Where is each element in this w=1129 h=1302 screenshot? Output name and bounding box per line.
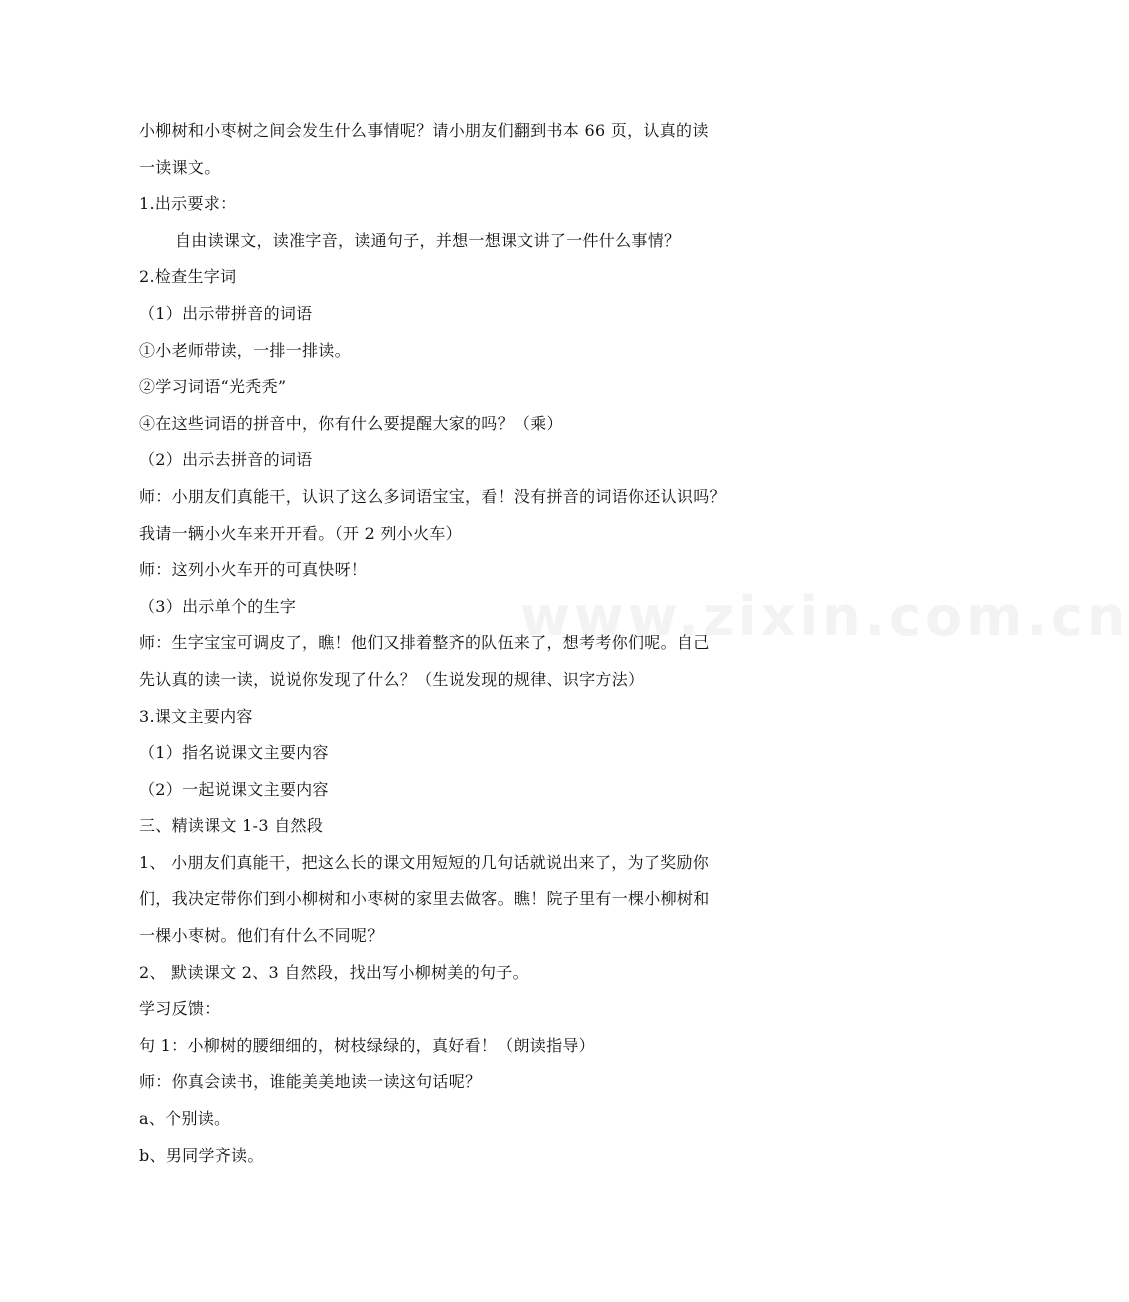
- text-line: 1、 小朋友们真能干，把这么长的课文用短短的几句话就说出来了，为了奖励你: [139, 852, 710, 872]
- section-heading: 三、精读课文 1-3 自然段: [139, 816, 324, 836]
- text-line: ②学习词语“光秃秃”: [139, 377, 287, 397]
- subsection-heading: （2）出示去拼音的词语: [139, 450, 313, 470]
- text-line: 师：小朋友们真能干，认识了这么多词语宝宝，看！没有拼音的词语你还认识吗？: [139, 486, 726, 506]
- text-line: ④在这些词语的拼音中，你有什么要提醒大家的吗？（乘）: [139, 413, 563, 433]
- text-line: 先认真的读一读，说说你发现了什么？（生说发现的规律、识字方法）: [139, 669, 645, 689]
- watermark: www.zixin.com.cn: [520, 585, 1129, 648]
- text-line: 师：你真会读书，谁能美美地读一读这句话呢？: [139, 1072, 482, 1092]
- subsection-heading: （3）出示单个的生字: [139, 596, 297, 616]
- text-line: 们，我决定带你们到小柳树和小枣树的家里去做客。瞧！院子里有一棵小柳树和: [139, 889, 710, 909]
- text-line: 我请一辆小火车来开开看。（开 2 列小火车）: [139, 523, 462, 543]
- section-heading: 3.课文主要内容: [139, 706, 253, 726]
- section-heading: 1.出示要求：: [139, 194, 237, 214]
- text-line: 小柳树和小枣树之间会发生什么事情呢？请小朋友们翻到书本 66 页，认真的读: [139, 121, 709, 140]
- subsection-heading: （1）出示带拼音的词语: [139, 303, 313, 323]
- list-item: b、男同学齐读。: [139, 1145, 264, 1165]
- section-heading: 2.检查生字词: [139, 267, 237, 287]
- text-line: 学习反馈：: [139, 999, 221, 1019]
- text-line: 句 1：小柳树的腰细细的，树枝绿绿的，真好看！（朗读指导）: [139, 1035, 595, 1055]
- text-line: 自由读课文，读准字音，读通句子，并想一想课文讲了一件什么事情？: [175, 230, 681, 250]
- document-body: [139, 113, 784, 1174]
- text-line: 师：生字宝宝可调皮了，瞧！他们又排着整齐的队伍来了，想考考你们呢。自己: [139, 633, 710, 653]
- subsection-heading: （1）指名说课文主要内容: [139, 743, 329, 763]
- text-line: 师：这列小火车开的可真快呀！: [139, 560, 368, 580]
- list-item: a、个别读。: [139, 1109, 231, 1129]
- subsection-heading: （2）一起说课文主要内容: [139, 779, 329, 799]
- text-line: 一读课文。: [139, 157, 221, 177]
- text-line: 一棵小枣树。他们有什么不同呢？: [139, 926, 384, 946]
- text-line: 2、 默读课文 2、3 自然段，找出写小柳树美的句子。: [139, 962, 529, 982]
- text-line: ①小老师带读，一排一排读。: [139, 340, 351, 360]
